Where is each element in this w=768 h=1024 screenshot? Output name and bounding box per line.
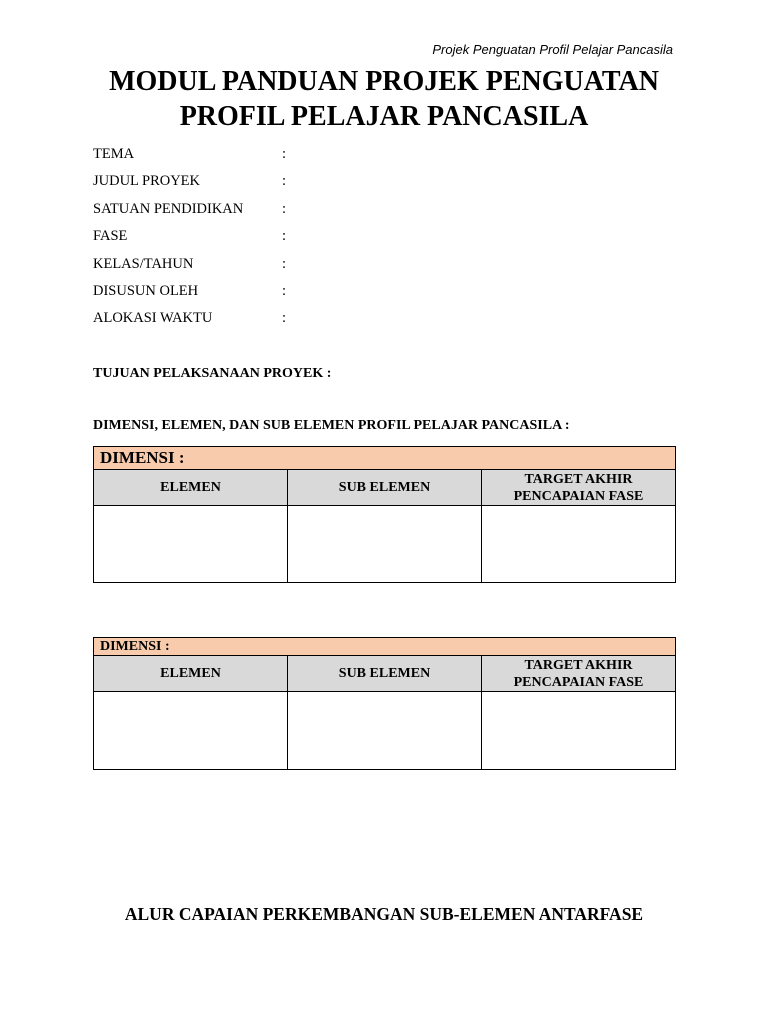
cell-target-akhir[interactable]	[482, 692, 676, 770]
dimensi-heading: DIMENSI, ELEMEN, DAN SUB ELEMEN PROFIL PELAJAR PANCASILA :	[93, 418, 570, 433]
header-target-line-2: PENCAPAIAN FASE	[513, 488, 644, 504]
field-judul-proyek	[93, 173, 393, 200]
field-label: ALOKASI WAKTU	[93, 310, 213, 327]
field-colon: :	[282, 228, 287, 245]
identity-fields	[93, 146, 393, 338]
field-colon: :	[282, 282, 287, 299]
tujuan-heading: TUJUAN PELAKSANAAN PROYEK :	[93, 366, 332, 381]
alur-capaian-heading: ALUR CAPAIAN PERKEMBANGAN SUB-ELEMEN ANTARFASE	[124, 904, 644, 924]
cell-target-akhir[interactable]	[482, 506, 676, 583]
field-tema	[93, 146, 393, 173]
header-target-line-2: PENCAPAIAN FASE	[513, 674, 644, 690]
header-note: Projek Penguatan Profil Pelajar Pancasila	[432, 42, 673, 57]
field-colon: :	[282, 200, 287, 217]
field-disusun-oleh	[93, 283, 393, 310]
field-colon: :	[282, 146, 287, 162]
cell-sub-elemen[interactable]	[288, 506, 482, 583]
document-title-line-2: PROFIL PELAJAR PANCASILA	[179, 101, 589, 132]
cell-elemen[interactable]	[94, 692, 288, 770]
document-title-line-1: MODUL PANDUAN PROJEK PENGUATAN	[109, 66, 659, 97]
field-colon: :	[282, 173, 287, 190]
field-label: SATUAN PENDIDIKAN	[93, 200, 244, 217]
field-fase	[93, 228, 393, 255]
header-sub-elemen: SUB ELEMEN	[288, 470, 482, 506]
dimensi-label: DIMENSI :	[94, 638, 676, 656]
header-elemen: ELEMEN	[94, 656, 288, 692]
cell-elemen[interactable]	[94, 506, 288, 583]
field-label: FASE	[93, 228, 128, 245]
field-label: DISUSUN OLEH	[93, 282, 199, 299]
header-target-akhir	[482, 470, 676, 506]
field-label: TEMA	[93, 146, 135, 162]
field-alokasi-waktu	[93, 310, 393, 337]
field-label: KELAS/TAHUN	[93, 255, 194, 272]
dimensi-table-1	[93, 446, 676, 583]
field-label: JUDUL PROYEK	[93, 173, 201, 190]
dimensi-label: DIMENSI :	[94, 447, 676, 470]
header-sub-elemen: SUB ELEMEN	[288, 656, 482, 692]
cell-sub-elemen[interactable]	[288, 692, 482, 770]
dimensi-table-2	[93, 637, 676, 770]
header-target-line-1: TARGET AKHIR	[524, 657, 633, 673]
field-colon: :	[282, 255, 287, 272]
header-elemen: ELEMEN	[94, 470, 288, 506]
field-satuan-pendidikan	[93, 201, 393, 228]
field-colon: :	[282, 310, 287, 327]
document-title	[0, 64, 768, 134]
header-target-akhir	[482, 656, 676, 692]
field-kelas-tahun	[93, 256, 393, 283]
header-target-line-1: TARGET AKHIR	[524, 471, 633, 487]
